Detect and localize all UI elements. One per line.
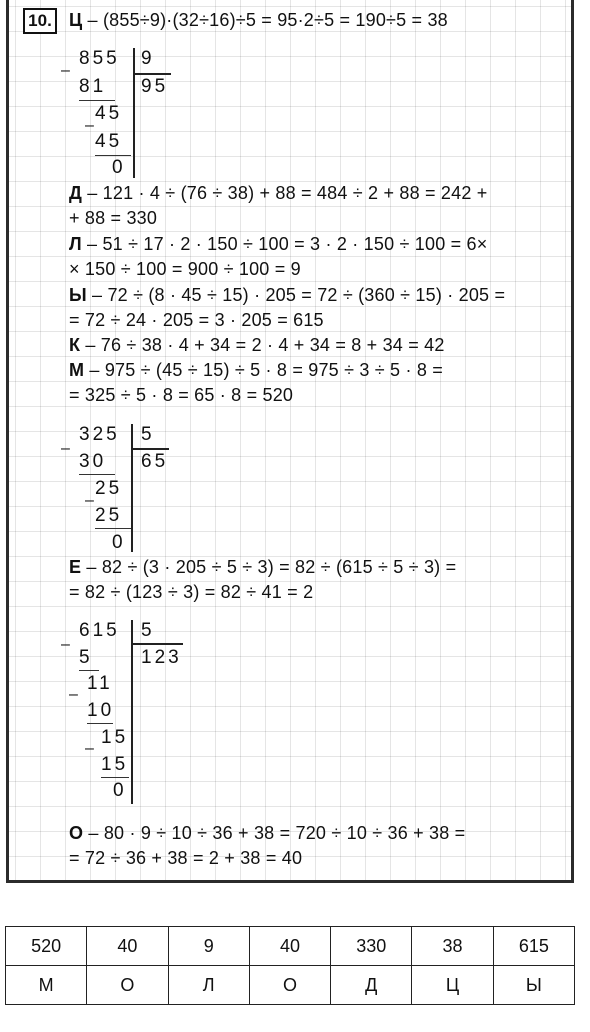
answer-letter-cell: О — [249, 966, 330, 1005]
subtract-step: 5 — [79, 647, 93, 668]
equation-letter: Ц — [69, 10, 83, 30]
remainder-step: 25 — [95, 478, 123, 499]
minus-sign: – — [85, 117, 94, 134]
subtract-step: 45 — [95, 131, 123, 152]
subtract-step: 81 — [79, 76, 107, 97]
task-number: 10. — [23, 8, 57, 34]
equation-line-m1 — [69, 360, 443, 381]
equation-text: – 76 ÷ 38 · 4 + 34 = 2 · 4 + 34 = 8 + 34 = 42 — [80, 335, 445, 355]
solution-panel — [6, 0, 574, 883]
minus-sign: – — [85, 492, 94, 509]
equation-text: – 121 · 4 ÷ (76 ÷ 38) + 88 = 484 ÷ 2 + 88 = 242 + — [82, 183, 488, 203]
equation-text: × 150 ÷ 100 = 900 ÷ 100 = 9 — [69, 259, 301, 279]
dividend: 325 — [79, 424, 120, 445]
answer-number-cell: 38 — [412, 927, 493, 966]
division-bar — [131, 448, 169, 450]
answer-number-cell: 40 — [87, 927, 168, 966]
equation-line-e1 — [69, 557, 456, 578]
equation-letter: Д — [69, 183, 83, 203]
equation-line-y2 — [69, 310, 324, 331]
step-underline — [79, 474, 115, 475]
step-underline — [95, 528, 131, 529]
subtract-step: 15 — [101, 754, 129, 775]
division-bar — [131, 643, 183, 645]
subtract-step: 30 — [79, 451, 107, 472]
final-remainder: 0 — [112, 157, 126, 178]
equation-text: – (855÷9)·(32÷16)÷5 = 95·2÷5 = 190÷5 = 38 — [82, 10, 448, 30]
step-underline — [87, 723, 113, 724]
final-remainder: 0 — [112, 532, 126, 553]
subtract-step: 25 — [95, 505, 123, 526]
equation-line-l1 — [69, 234, 487, 255]
answer-numbers-row — [6, 927, 575, 966]
minus-sign: – — [61, 440, 70, 457]
equation-line-m2 — [69, 385, 293, 406]
quotient: 95 — [141, 76, 169, 97]
step-underline — [95, 155, 131, 156]
division-bar — [131, 620, 133, 804]
dividend: 615 — [79, 620, 120, 641]
quotient: 65 — [141, 451, 169, 472]
answer-letters-row — [6, 966, 575, 1005]
remainder-step: 11 — [87, 673, 113, 694]
answer-number-cell: 330 — [331, 927, 412, 966]
final-remainder: 0 — [113, 780, 127, 801]
equation-text: – 72 ÷ (8 · 45 ÷ 15) · 205 = 72 ÷ (360 ÷ 15) · 205 = — [86, 285, 506, 305]
divisor: 5 — [141, 424, 155, 445]
divisor: 5 — [141, 620, 155, 641]
divisor: 9 — [141, 48, 155, 69]
equation-letter: М — [69, 360, 85, 380]
equation-text: – 51 ÷ 17 · 2 · 150 ÷ 100 = 3 · 2 · 150 ÷ 100 = 6× — [81, 234, 488, 254]
step-underline — [79, 670, 99, 671]
equation-text: = 82 ÷ (123 ÷ 3) = 82 ÷ 41 = 2 — [69, 582, 314, 602]
answer-number-cell: 520 — [6, 927, 87, 966]
equation-text: = 72 ÷ 36 + 38 = 2 + 38 = 40 — [69, 848, 303, 868]
equation-letter: Л — [69, 234, 82, 254]
division-bar — [131, 424, 133, 552]
equation-line-d2 — [69, 208, 157, 229]
equation-letter: Ы — [69, 285, 87, 305]
equation-line-o2 — [69, 848, 302, 869]
equation-line-y1 — [69, 285, 505, 306]
minus-sign: – — [85, 740, 94, 757]
equation-text: + 88 = 330 — [69, 208, 158, 228]
answer-letter-cell: Д — [331, 966, 412, 1005]
equation-line-e2 — [69, 582, 313, 603]
equation-letter: Е — [69, 557, 82, 577]
equation-line-c1 — [69, 10, 448, 31]
minus-sign: – — [61, 62, 70, 79]
step-underline — [101, 777, 129, 778]
equation-line-k1 — [69, 335, 445, 356]
answer-letter-cell: М — [6, 966, 87, 1005]
minus-sign: – — [69, 686, 78, 703]
answer-table — [5, 926, 575, 1005]
dividend: 855 — [79, 48, 120, 69]
equation-letter: К — [69, 335, 81, 355]
answer-letter-cell: Ы — [493, 966, 574, 1005]
equation-line-l2 — [69, 259, 301, 280]
equation-letter: О — [69, 823, 84, 843]
division-bar — [133, 48, 135, 178]
equation-text: = 325 ÷ 5 · 8 = 65 · 8 = 520 — [69, 385, 294, 405]
equation-text: – 975 ÷ (45 ÷ 15) ÷ 5 · 8 = 975 ÷ 3 ÷ 5 · 8 = — [84, 360, 443, 380]
subtract-step: 10 — [87, 700, 115, 721]
answer-number-cell: 9 — [168, 927, 249, 966]
answer-letter-cell: Ц — [412, 966, 493, 1005]
equation-text: – 82 ÷ (3 · 205 ÷ 5 ÷ 3) = 82 ÷ (615 ÷ 5 ÷ 3) = — [81, 557, 457, 577]
minus-sign: – — [61, 636, 70, 653]
equation-line-d1 — [69, 183, 487, 204]
remainder-step: 45 — [95, 103, 123, 124]
equation-text: = 72 ÷ 24 · 205 = 3 · 205 = 615 — [69, 310, 324, 330]
answer-letter-cell: О — [87, 966, 168, 1005]
step-underline — [79, 100, 115, 101]
remainder-step: 15 — [101, 727, 129, 748]
equation-line-o1 — [69, 823, 465, 844]
equation-text: – 80 · 9 ÷ 10 ÷ 36 + 38 = 720 ÷ 10 ÷ 36 + 38 = — [83, 823, 466, 843]
answer-letter-cell: Л — [168, 966, 249, 1005]
answer-number-cell: 40 — [249, 927, 330, 966]
quotient: 123 — [141, 647, 182, 668]
answer-number-cell: 615 — [493, 927, 574, 966]
division-bar — [133, 73, 171, 75]
